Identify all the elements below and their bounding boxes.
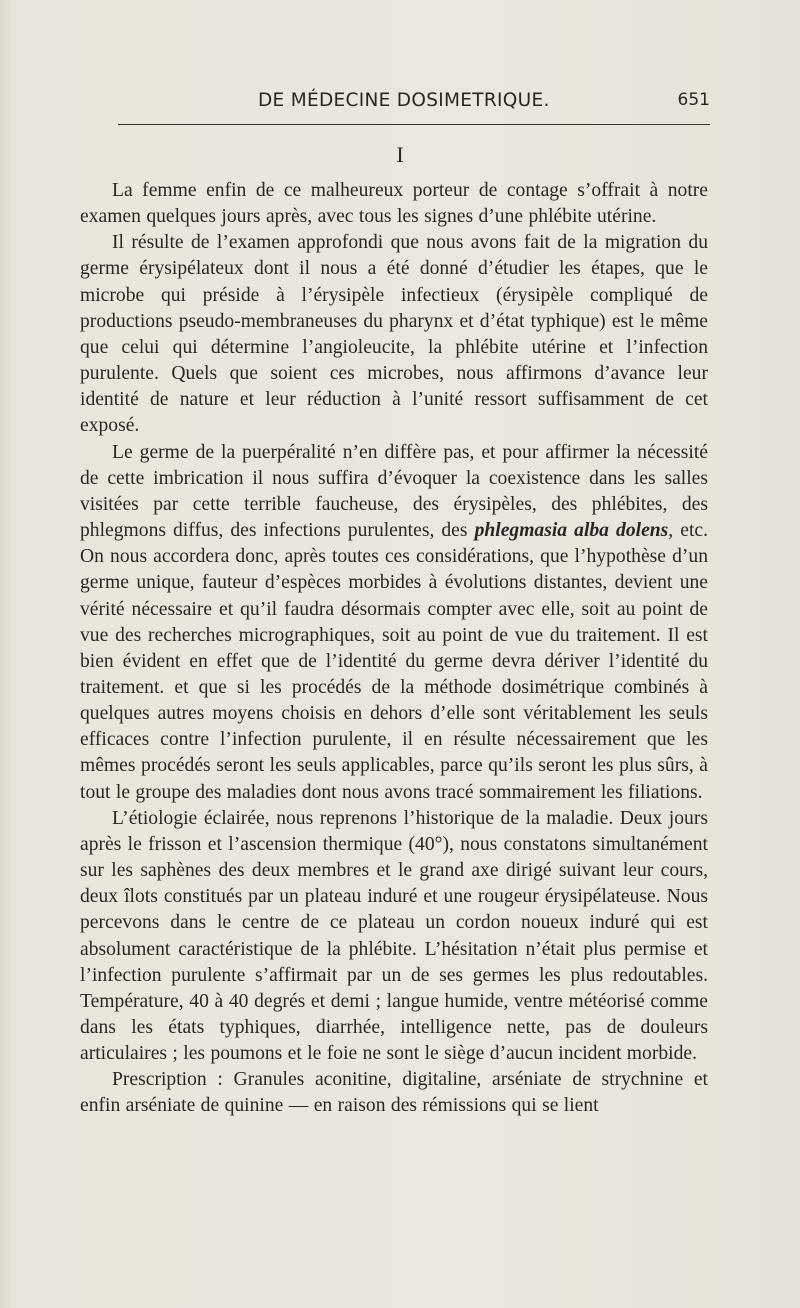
page-header bbox=[118, 90, 710, 114]
paragraph-2: Il résulte de l’examen approfondi que nous avons fait de la migration du germe érysipélateux dont il nous a été donné d’étudier les étapes, que le microbe qui préside à l’érysipèle infectieux (érysipèle compliqué de productions pseudo-membraneuses du pharynx et d’état typhique) est le même que celui qui détermine l’angioleucite, la phlébite utérine et l’infection purulente. Quels que soient ces microbes, nous affirmons d’avance leur identité de nature et leur réduction à l’unité ressort suffisamment de cet exposé. bbox=[80, 232, 708, 437]
section-numeral: I bbox=[396, 142, 404, 167]
paragraph-4: L’étiologie éclairée, nous reprenons l’historique de la maladie. Deux jours après le frisson et l’ascension thermique (40°), nous constatons simultanément sur les saphènes des deux membres et le grand axe dirigé suivant leur cours, deux îlots constitués par un plateau induré et une rougeur érysipélateuse. Nous percevons dans le centre de ce plateau un cordon noueux induré qui est absolument caractéristique de la phlébite. L’hésitation n’était plus permise et l’infection purulente s’affirmait par un de ses germes les plus redoutables. Température, 40 à 40 degrés et demi ; langue humide, ventre météorisé comme dans les états typhiques, diarrhée, intelligence nette, pas de douleurs articulaires ; les poumons et le foie ne sont le siège d’aucun incident morbide. bbox=[80, 807, 708, 1065]
latin-term: phlegmasia alba dolens bbox=[474, 520, 669, 542]
page-number: 651 bbox=[677, 90, 710, 110]
paragraph-3-after: , etc. On nous accordera donc, après toutes ces considérations, que l’hypothèse d’un germe unique, fauteur d’espèces morbides à évolutions distantes, devient une vérité nécessaire et qu’il faudra désormais compter avec elle, soit au point de vue des recherches micrographiques, soit au point de vue du traitement. Il est bien évident en effet que de l’identité du germe devra dériver l’identité du traitement. et que si les procédés de la méthode dosimétrique combinés à quelques autres moyens choisis en dehors d’elle sont véritablement les seuls efficaces contre l’infection purulente, il en résulte nécessairement que les mêmes procédés seront les seuls applicables, parce qu’ils seront les plus sûrs, à tout le groupe des maladies dont nous avons tracé sommairement les filiations. bbox=[80, 520, 708, 803]
paragraph-3 bbox=[80, 440, 708, 806]
header-rule bbox=[118, 124, 710, 125]
paragraph-3-before: Le germe de la puerpéralité n’en diffère pas, et pour affirmer la nécessité de cette imbrication il nous suffira d’évoquer la coexistence dans les salles visitées par cette terrible faucheuse, des érysipèles, des phlébites, des phlegmons diffus, des infections purulentes, des bbox=[80, 441, 708, 542]
body-text bbox=[80, 178, 708, 1120]
running-title: DE MÉDECINE DOSIMETRIQUE. bbox=[258, 90, 550, 111]
paragraph-5: Prescription : Granules aconitine, digitaline, arséniate de strychnine et enfin arséniate de quinine — en raison des rémissions qui se lient bbox=[80, 1069, 708, 1117]
paragraph-1: La femme enfin de ce malheureux porteur de contage s’offrait à notre examen quelques jours après, avec tous les signes d’une phlébite utérine. bbox=[80, 180, 708, 228]
